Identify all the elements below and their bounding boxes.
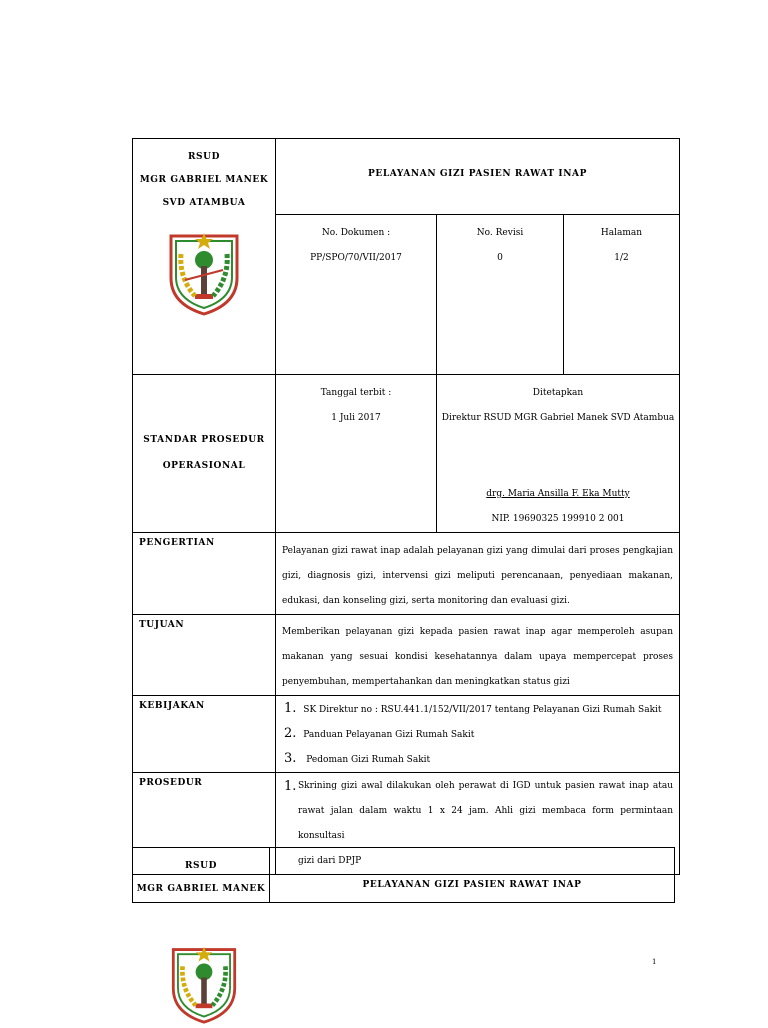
pengertian-line-1: Pelayanan gizi rawat inap adalah pelayanan gizi yang dimulai dari proses pengkajian bbox=[282, 546, 673, 556]
pengertian-line-3: edukasi, dan konseling gizi, serta monitoring dan evaluasi gizi. bbox=[282, 596, 570, 606]
approval-label: Ditetapkan bbox=[532, 388, 584, 398]
signer-name: drg. Maria Ansilla F. Eka Mutty bbox=[486, 489, 630, 499]
tujuan-content-cell bbox=[276, 615, 680, 696]
institution-line-3: SVD ATAMBUA bbox=[162, 198, 246, 208]
page-label: Halaman bbox=[600, 228, 643, 238]
tujuan-line-2: makanan yang sesuai kondisi kesehatannya dalam upaya mempercepat proses bbox=[282, 652, 673, 662]
kebijakan-label-cell bbox=[133, 696, 276, 773]
issue-date-cell bbox=[276, 375, 437, 533]
institution-line-2: MGR GABRIEL MANEK bbox=[139, 175, 269, 185]
emblem-icon bbox=[165, 944, 243, 1024]
sop-line-2: OPERASIONAL bbox=[162, 461, 246, 471]
revision-label: No. Revisi bbox=[476, 228, 524, 238]
institution-line-1: RSUD bbox=[187, 152, 221, 162]
kebijakan-item bbox=[284, 697, 673, 722]
approved-by: Direktur RSUD MGR Gabriel Manek SVD Atambua bbox=[441, 413, 675, 423]
sop-header-table-page-2 bbox=[132, 847, 675, 903]
issue-date-value: 1 Juli 2017 bbox=[331, 413, 381, 423]
sop-type-cell bbox=[133, 375, 276, 533]
kebijakan-item-3-num: 3. bbox=[284, 751, 297, 766]
title-cell-2 bbox=[270, 848, 675, 903]
tujuan-label: TUJUAN bbox=[139, 620, 185, 630]
sop-header-table bbox=[132, 138, 680, 875]
approval-cell bbox=[437, 375, 680, 533]
sop-line-1: STANDAR PROSEDUR bbox=[143, 435, 265, 445]
signer-nip: NIP. 19690325 199910 2 001 bbox=[491, 514, 625, 524]
prosedur-line-2: rawat jalan dalam waktu 1 x 24 jam. Ahli gizi membaca form permintaan konsultasi bbox=[298, 806, 673, 841]
kebijakan-item-2-text: Panduan Pelayanan Gizi Rumah Sakit bbox=[303, 730, 475, 740]
document-title: PELAYANAN GIZI PASIEN RAWAT INAP bbox=[368, 169, 587, 179]
prosedur-num: 1. bbox=[284, 779, 297, 794]
issue-date-label: Tanggal terbit : bbox=[320, 388, 392, 398]
doc-no-value: PP/SPO/70/VII/2017 bbox=[310, 253, 402, 263]
kebijakan-item-1-num: 1. bbox=[284, 701, 297, 716]
pengertian-line-2: gizi, diagnosis gizi, intervensi gizi meliputi perencanaan, penyediaan makanan, bbox=[282, 571, 673, 581]
kebijakan-item bbox=[284, 722, 673, 747]
kebijakan-item-1-text: SK Direktur no : RSU.441.1/152/VII/2017 tentang Pelayanan Gizi Rumah Sakit bbox=[303, 705, 662, 715]
page-value: 1/2 bbox=[614, 253, 629, 263]
kebijakan-label: KEBIJAKAN bbox=[139, 701, 205, 711]
institution2-line-1: RSUD bbox=[184, 861, 218, 871]
title-cell bbox=[276, 139, 680, 215]
pengertian-content-cell bbox=[276, 533, 680, 615]
prosedur-line-3: gizi dari DPJP bbox=[298, 856, 362, 866]
doc-no-label: No. Dokumen : bbox=[321, 228, 391, 238]
tujuan-line-3: penyembuhan, mempertahankan dan meningkatkan status gizi bbox=[282, 677, 570, 687]
document-title-2: PELAYANAN GIZI PASIEN RAWAT INAP bbox=[362, 880, 582, 890]
tujuan-label-cell bbox=[133, 615, 276, 696]
institution-cell bbox=[133, 139, 276, 375]
institution-cell-2 bbox=[133, 848, 270, 903]
tujuan-line-1: Memberikan pelayanan gizi kepada pasien rawat inap agar memperoleh asupan bbox=[282, 627, 673, 637]
prosedur-label: PROSEDUR bbox=[139, 778, 203, 788]
doc-no-cell bbox=[276, 215, 437, 375]
emblem-icon bbox=[165, 230, 243, 316]
pengertian-label-cell bbox=[133, 533, 276, 615]
page-cell bbox=[564, 215, 680, 375]
kebijakan-item bbox=[284, 747, 673, 772]
kebijakan-content-cell bbox=[276, 696, 680, 773]
pengertian-label: PENGERTIAN bbox=[139, 538, 215, 548]
kebijakan-item-3-text: Pedoman Gizi Rumah Sakit bbox=[306, 755, 431, 765]
emblem-logo-2 bbox=[165, 944, 243, 1028]
page-number: 1 bbox=[652, 958, 657, 966]
revision-value: 0 bbox=[497, 253, 503, 263]
emblem-logo bbox=[133, 230, 275, 319]
prosedur-line-1: Skrining gizi awal dilakukan oleh perawat di IGD untuk pasien rawat inap atau bbox=[298, 781, 673, 791]
kebijakan-item-2-num: 2. bbox=[284, 726, 297, 741]
institution2-line-2: MGR GABRIEL MANEK bbox=[136, 884, 266, 894]
revision-cell bbox=[437, 215, 564, 375]
